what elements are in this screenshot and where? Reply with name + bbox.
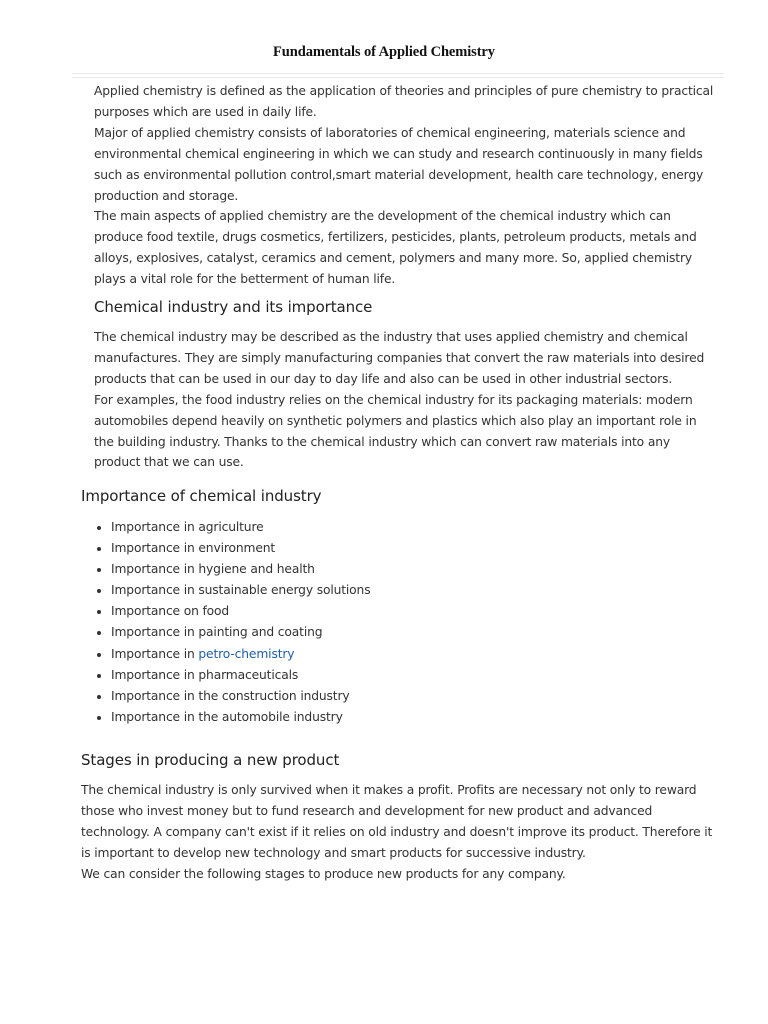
importance-list [81, 517, 721, 728]
divider [72, 73, 724, 74]
section-heading: Stages in producing a new product [81, 751, 340, 769]
list-item: • Importance in the automobile industry [111, 707, 721, 728]
importance-section [81, 485, 721, 728]
paragraph: The chemical industry is only survived when it makes a profit. Profits are necessary not only to reward those who invest money but to fund research and development for new product and advanced technology. A company can't exist if it relies on old industry and doesn't improve its product. Therefore it is important to develop new technology and smart products for successive industry. [81, 783, 713, 860]
list-item-text: Importance in [111, 646, 199, 661]
list-item: • Importance in hygiene and health [111, 559, 721, 580]
list-item: • Importance on food [111, 601, 721, 622]
intro-section [94, 81, 714, 290]
list-item: • Importance in painting and coating [111, 622, 721, 643]
paragraph: We can consider the following stages to produce new products for any company. [81, 866, 566, 881]
stages-section [81, 749, 721, 885]
list-item: • Importance in the construction industry [111, 686, 721, 707]
paragraph: Major of applied chemistry consists of laboratories of chemical engineering, materials science and environmental chemical engineering in which we can study and research continuously in many fields such as environmental pollution control,smart material development, health care technology, energy production and storage. [94, 125, 704, 203]
section-heading: Chemical industry and its importance [94, 298, 373, 316]
document-title: Fundamentals of Applied Chemistry [273, 44, 495, 60]
petro-chemistry-link[interactable]: petro-chemistry [198, 646, 295, 661]
divider [72, 77, 724, 78]
paragraph: The main aspects of applied chemistry are the development of the chemical industry which can produce food textile, drugs cosmetics, fertilizers, pesticides, plants, petroleum products, metals and alloys, explosives, catalyst, ceramics and cement, polymers and many more. So, applied chemistry plays a vital role for the betterment of human life. [94, 209, 697, 287]
list-item: • Importance in pharmaceuticals [111, 665, 721, 686]
section-heading: Importance of chemical industry [81, 487, 322, 505]
paragraph: The chemical industry may be described as the industry that uses applied chemistry and chemical manufactures. They are simply manufacturing companies that convert the raw materials into desired products that can be used in our day to day life and also can be used in other industrial sectors. [94, 330, 705, 386]
chemical-industry-section [94, 296, 714, 473]
paragraph: For examples, the food industry relies on the chemical industry for its packaging materials: modern automobiles depend heavily on synthetic polymers and plastics which also play an important role in the building industry. Thanks to the chemical industry which can convert raw materials into any product that we can use. [94, 392, 697, 470]
list-item: • Importance in sustainable energy solutions [111, 580, 721, 601]
paragraph: Applied chemistry is defined as the application of theories and principles of pure chemistry to practical purposes which are used in daily life. [94, 84, 714, 119]
list-item [111, 644, 721, 665]
list-item: • Importance in agriculture [111, 517, 721, 538]
list-item: • Importance in environment [111, 538, 721, 559]
